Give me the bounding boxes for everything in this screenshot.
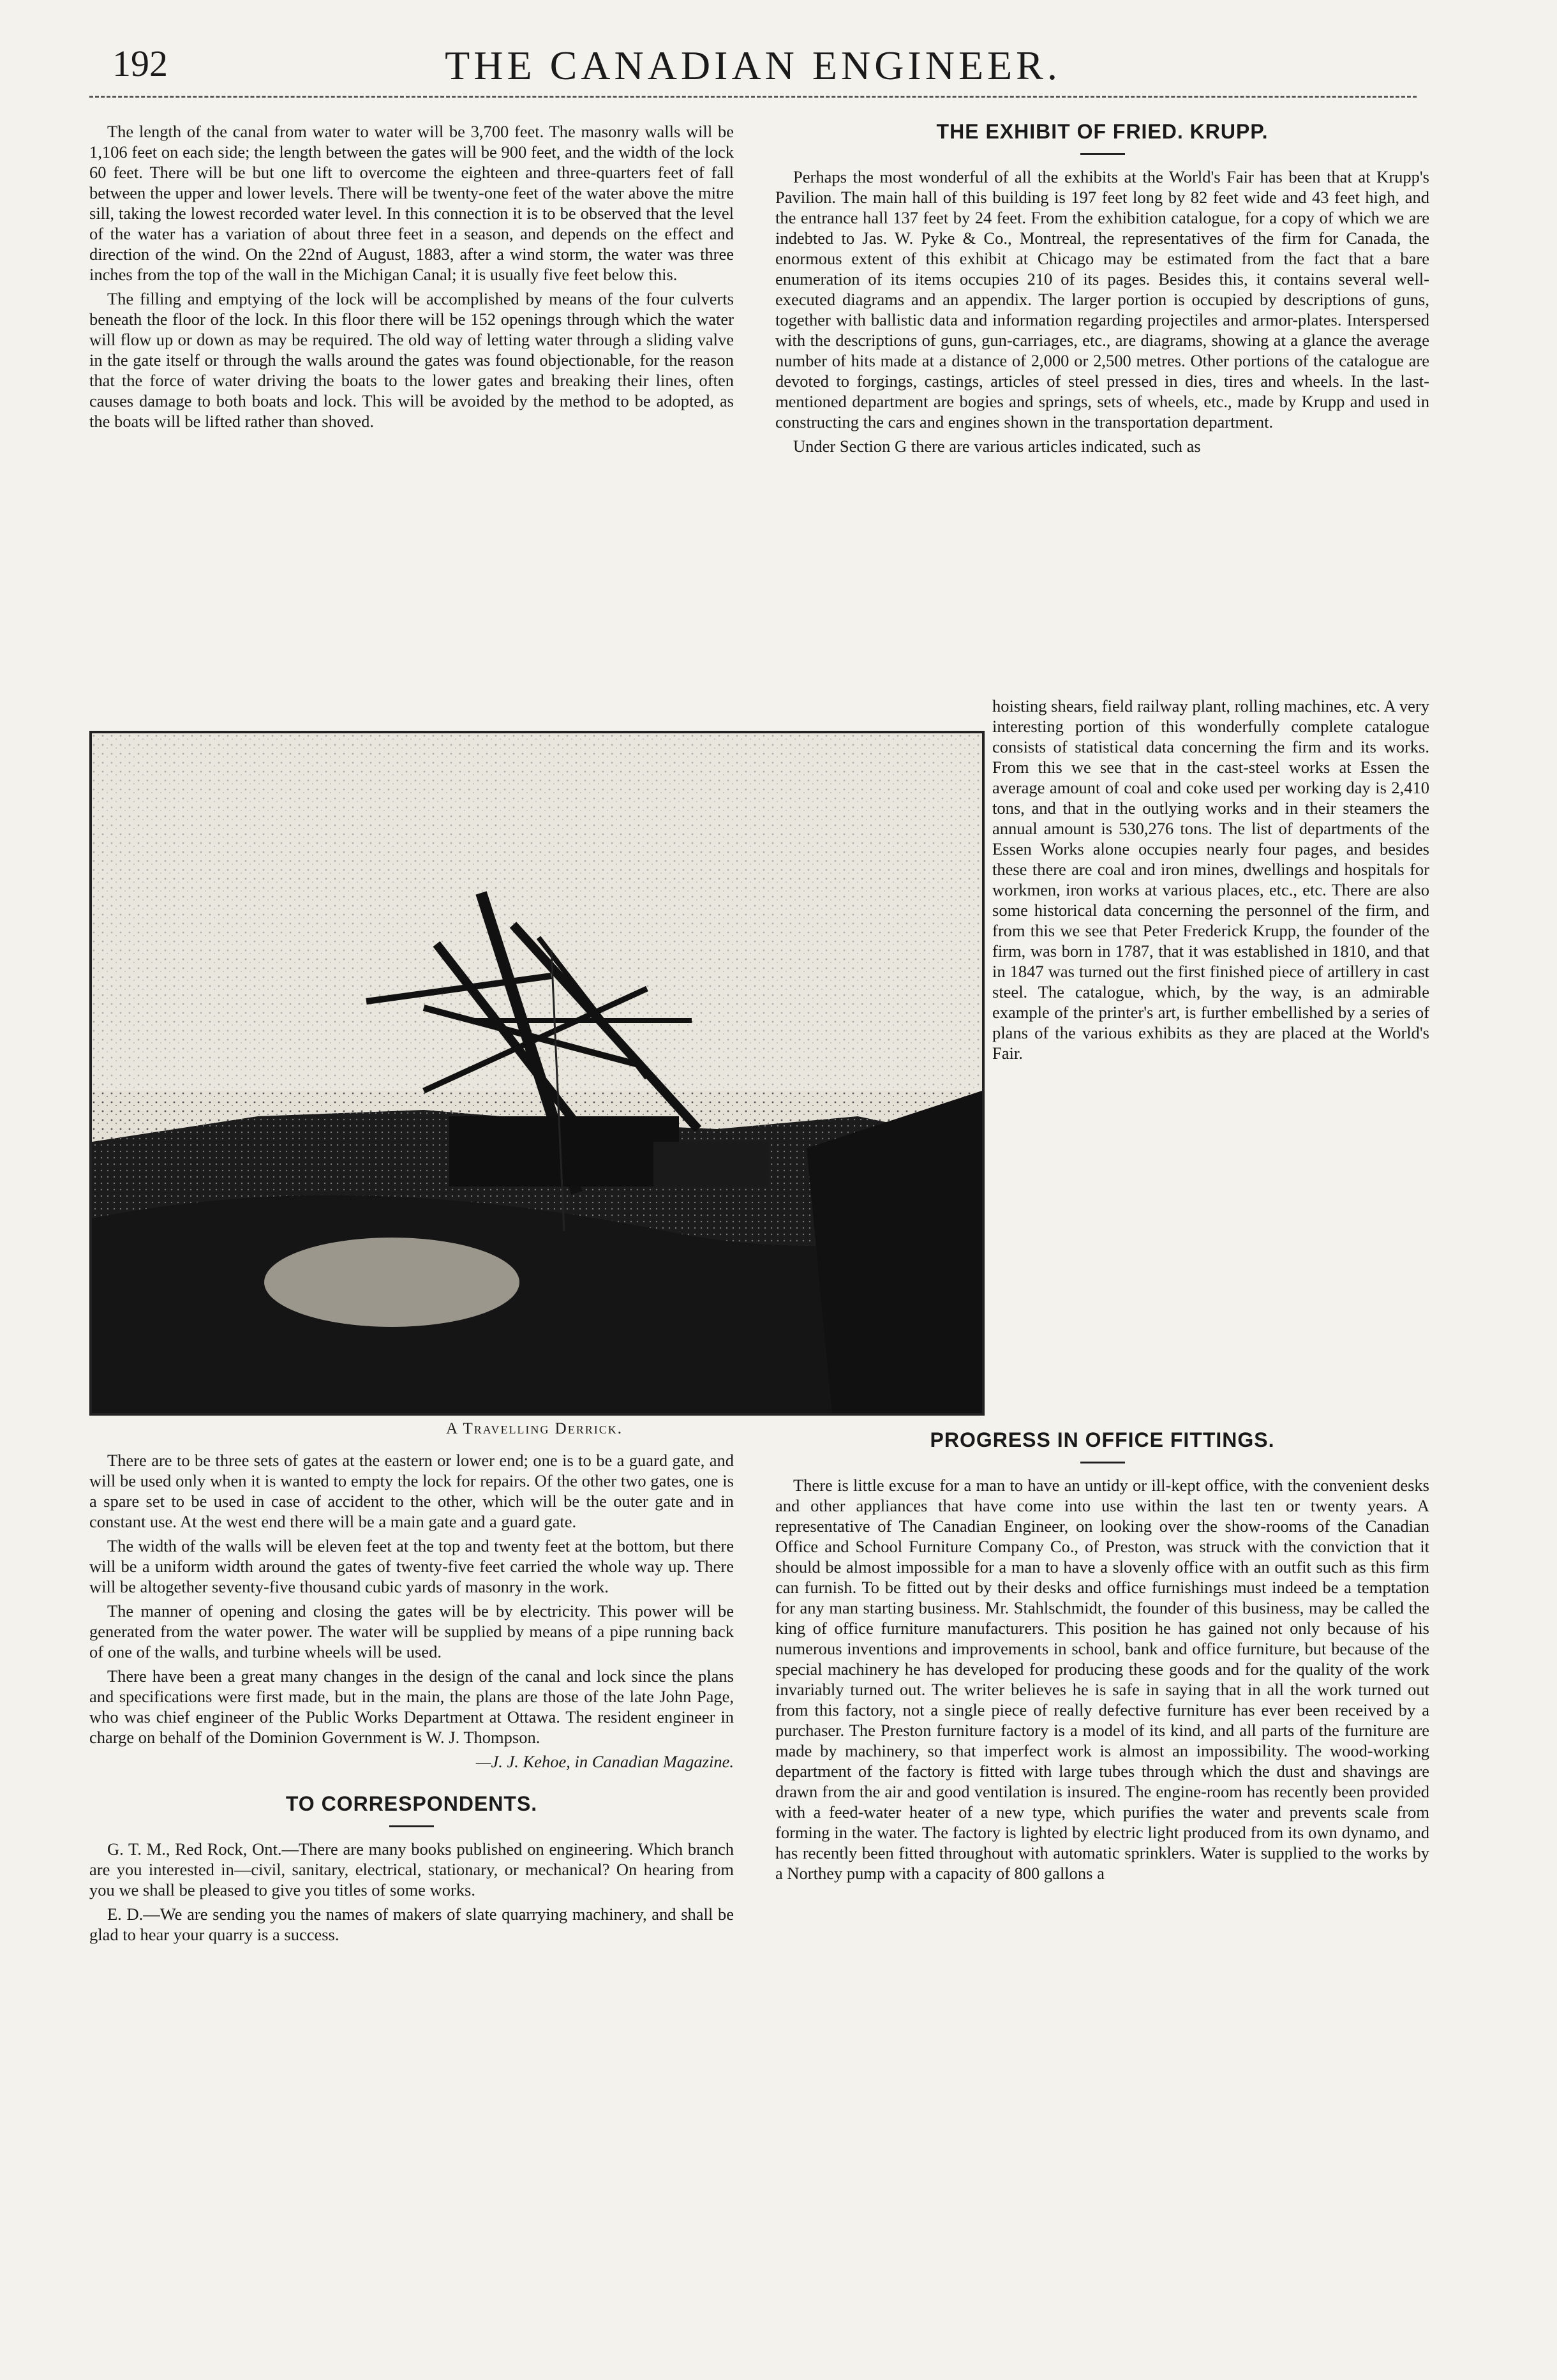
page-number: 192 xyxy=(112,43,168,84)
canal-article-top xyxy=(89,121,734,435)
heading-rule xyxy=(389,1825,434,1827)
heading-rule xyxy=(1080,1462,1125,1463)
canal-paragraph: The manner of opening and closing the gates will be by electricity. This power will be generated from the water power. The water will be supplied by means of a pipe running back of one of the walls, and turbine wheels will be used. xyxy=(89,1601,734,1661)
office-article xyxy=(775,1430,1429,1887)
canal-paragraph: The filling and emptying of the lock will be accomplished by means of the four culverts beneath the floor of the lock. In this floor there will be 152 openings through which the water will flow up or down as may be required. The old way of letting water through a sliding valve in the gate itself or through the walls around the gates was found objectionable, for the reason that the force of water driving the boats to the lower gates and breaking their lines, often causes damage to both boats and lock. This will be avoided by the method to be adopted, as the boats will be lifted rather than shoved. xyxy=(89,289,734,431)
krupp-section-g-text: hoisting shears, field railway plant, rolling machines, etc. A very interesting portion of this wonderfully complete catalogue consists of statistical data concerning the firm and its works. From this we see that in the cast-steel works at Essen the average amount of coal and coke used per working day is 2,410 tons, and that in the outlying works and in their steamers the annual amount is 530,276 tons. The list of departments of the Essen Works alone occupies nearly four pages, and besides these there are coal and iron mines, dwellings and hospitals for workmen, iron works at various places, etc., etc. There are also some historical data concerning the personnel of the firm, and from this we see that Peter Frederick Krupp, the founder of the firm, was born in 1787, that it was established in 1810, and that in 1847 was turned out the first finished piece of artillery in cast steel. The catalogue, which, by the way, is an admirable example of the printer's art, is further embellished by a series of plans of the various exhibits as they are placed at the World's Fair. xyxy=(992,696,1429,1063)
krupp-section-g-lead: Under Section G there are various articles indicated, such as xyxy=(793,437,1201,456)
correspondents-paragraph: G. T. M., Red Rock, Ont.—There are many books published on engineering. Which branch are you interested in—civil, sanitary, electrical, stationary, or mechanical? On hearing from you we shall be pleased to give you titles of some works. xyxy=(89,1839,734,1899)
page-header xyxy=(89,42,1417,93)
figure-caption: A Travelling Derrick. xyxy=(446,1420,623,1437)
office-heading: PROGRESS IN OFFICE FITTINGS. xyxy=(930,1428,1275,1451)
krupp-heading: THE EXHIBIT OF FRIED. KRUPP. xyxy=(936,120,1269,143)
canal-paragraph: There have been a great many changes in the design of the canal and lock since the plans and specifications were first made, but in the main, the plans are those of the late John Page, who was chief engineer of the Public Works Department at Ottawa. The resident engineer in charge on behalf of the Dominion Government is W. J. Thompson. xyxy=(89,1666,734,1747)
correspondents-paragraph: E. D.—We are sending you the names of makers of slate quarrying machinery, and shall be glad to hear your quarry is a success. xyxy=(89,1905,734,1944)
canal-paragraph: The length of the canal from water to water will be 3,700 feet. The masonry walls will be 1,106 feet on each side; the length between the gates will be 900 feet, and the width of the lock 60 feet. There will be but one lift to overcome the eighteen and three-quarters feet of fall between the upper and lower levels. There will be twenty-one feet of the water above the mitre sill, taking the lowest recorded water level. In this connection it is to be observed that the level of the water has a variation of about three feet in a season, and depends on the effect and direction of the wind. On the 22nd of August, 1883, after a wind storm, the water was three inches from the top of the wall in the Michigan Canal; it is usually five feet below this. xyxy=(89,122,734,284)
canal-paragraph: The width of the walls will be eleven feet at the top and twenty feet at the bottom, but there will be a uniform width around the gates of twenty-five feet carried the whole way up. There will be altogether seventy-five thousand cubic yards of masonry in the work. xyxy=(89,1536,734,1596)
derrick-illustration xyxy=(89,731,985,1416)
correspondents-heading: TO CORRESPONDENTS. xyxy=(285,1792,538,1815)
krupp-article xyxy=(775,121,1429,460)
header-rule xyxy=(89,96,1417,98)
article-signature: —J. J. Kehoe, in Canadian Magazine. xyxy=(475,1752,734,1771)
krupp-paragraph: Perhaps the most wonderful of all the exhibits at the World's Fair has been that at Krupp's Pavilion. The main hall of this building is 197 feet long by 82 feet wide and 43 feet high, and the entrance hall 137 feet by 24 feet. From the exhibition catalogue, for a copy of which we are indebted to Jas. W. Pyke & Co., Montreal, the representatives of the firm for Canada, the enormous extent of this exhibit at Chicago may be estimated from the fact that a bare enumeration of its items occupies 210 of its pages. Besides this, it contains several well-executed diagrams and an appendix. The larger portion is occupied by descriptions of guns, together with ballistic data and information regarding projectiles and armor-plates. Interspersed with the descriptions of guns, gun-carriages, etc., are diagrams, showing at a glance the average number of hits made at a distance of 2,000 or 2,500 metres. Other portions of the catalogue are devoted to forgings, castings, articles of steel pressed in dies, tires and wheels. In the last-mentioned department are bogies and springs, sets of wheels, etc., made by Krupp and used in constructing the cars and engines shown in the transportation department. xyxy=(775,167,1429,431)
heading-rule xyxy=(1080,153,1125,155)
canal-paragraph: There are to be three sets of gates at the eastern or lower end; one is to be a guard gate, and will be used only when it is wanted to empty the lock for repairs. Of the other two gates, one is a spare set to be used in case of accident to the other, which will be the outer gate and in constant use. At the west end there will be a main gate and a guard gate. xyxy=(89,1451,734,1531)
journal-title: THE CANADIAN ENGINEER. xyxy=(445,43,1061,88)
krupp-side-column xyxy=(992,696,1429,1063)
canal-article-bottom xyxy=(89,1450,734,1949)
office-paragraph: There is little excuse for a man to have an untidy or ill-kept office, with the convenient desks and other appliances that have come into use within the last ten or twenty years. A representative of The Canadian Engineer, on looking over the show-rooms of the Canadian Office and School Furniture Company Co., of Preston, was struck with the conviction that it should be almost impossible for a man to have a slovenly office with an outfit such as this firm can furnish. To be fitted out by their desks and office furnishings must indeed be a temptation for any man starting business. Mr. Stahlschmidt, the founder of this business, may be called the king of office furniture manufacturers. This position he has gained not only because of his numerous inventions and improvements in school, bank and office furniture, but because of the special machinery he has developed for producing these goods and for the quality of the work invariably turned out. The writer believes he is safe in saying that in all the work turned out from this factory, not a single piece of really defective furniture has ever been received by a purchaser. The Preston furniture factory is a model of its kind, and all parts of the furniture are made by machinery, so that imperfect work is almost an impossibility. The wood-working department of the factory is fitted with large tubes through which the dust and shavings are drawn from the air and good ventilation is insured. The engine-room has recently been provided with a feed-water heater of a new type, which purifies the water and prevents scale from forming in the water. The factory is lighted by electric light produced from its own dynamo, and has recently been fitted throughout with automatic sprinklers. Water is supplied to the works by a Northey pump with a capacity of 800 gallons a xyxy=(775,1476,1429,1883)
